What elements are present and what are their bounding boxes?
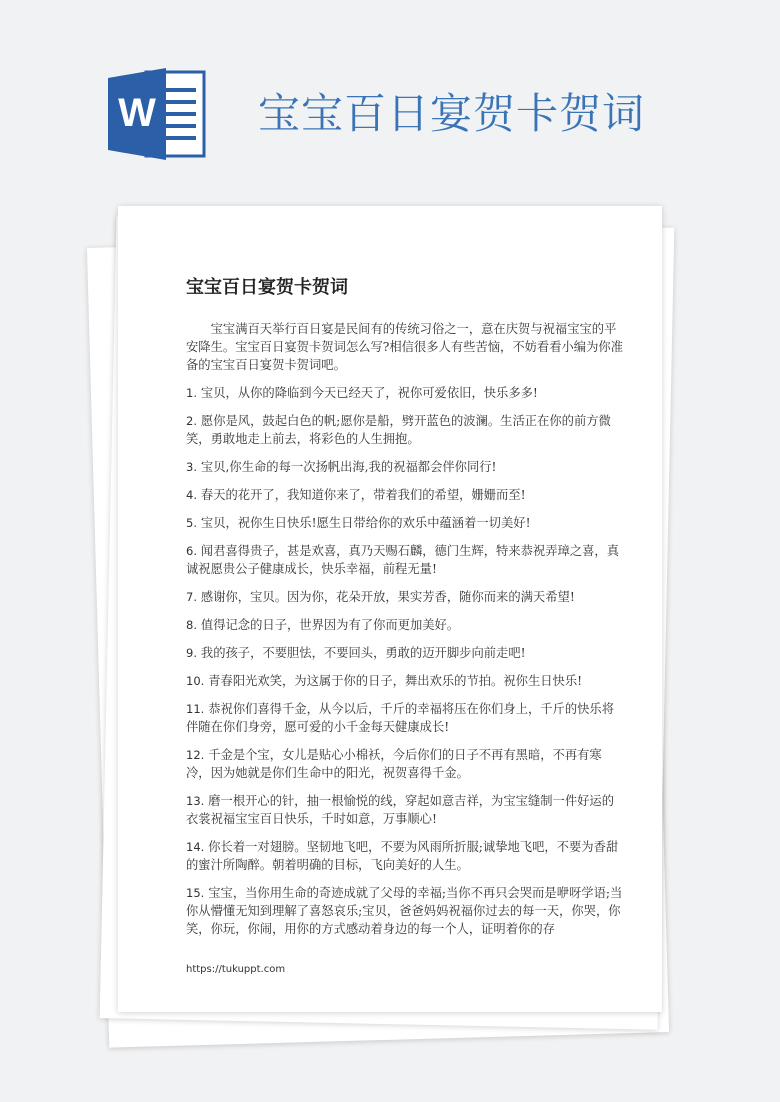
list-item: 14. 你长着一对翅膀。坚韧地飞吧，不要为风雨所折服;诚挚地飞吧，不要为香甜的蜜汁所陶醉。朝着明确的目标，飞向美好的人生。 [186,840,619,872]
document-page [118,206,662,1012]
footer-url: https://tukuppt.com [186,964,286,975]
list-item: 12. 千金是个宝，女儿是贴心小棉袄，今后你们的日子不再有黑暗，不再有寒冷，因为她就是你们生命中的阳光，祝贺喜得千金。 [186,748,602,780]
list-item: 4. 春天的花开了，我知道你来了，带着我们的希望，姗姗而至! [186,488,526,502]
list-item: 7. 感谢你，宝贝。因为你，花朵开放，果实芳香，随你而来的满天希望! [186,590,575,604]
list-item: 13. 磨一根开心的针，抽一根愉悦的线，穿起如意吉祥，为宝宝缝制一件好运的衣裳祝福宝宝百日快乐，千时如意，万事顺心! [186,794,615,826]
intro-paragraph: 宝宝满百天举行百日宴是民间有的传统习俗之一，意在庆贺与祝福宝宝的平安降生。宝宝百日宴贺卡贺词怎么写?相信很多人有些苦恼，不妨看看小编为你准备的宝宝百日宴贺卡贺词吧。 [186,322,623,372]
list-item: 15. 宝宝，当你用生命的奇迹成就了父母的幸福;当你不再只会哭而是咿呀学语;当你从懵懂无知到理解了喜怒哀乐;宝贝，爸爸妈妈祝福你过去的每一天，你哭，你笑，你玩，你闹，用你的方式感动着身边的每一个人，证明着你的存 [186,886,623,936]
list-item: 11. 恭祝你们喜得千金，从今以后，千斤的幸福将压在你们身上，千斤的快乐将伴随在你们身旁，愿可爱的小千金每天健康成长! [186,702,615,734]
list-item: 8. 值得记念的日子，世界因为有了你而更加美好。 [186,618,460,632]
list-item: 2. 愿你是风，鼓起白色的帆;愿你是船，劈开蓝色的波澜。生活正在你的前方微笑，勇敢地走上前去，将彩色的人生拥抱。 [186,414,611,446]
word-logo-letter: W [118,91,156,135]
list-item: 6. 闻君喜得贵子，甚是欢喜，真乃天赐石麟，德门生辉，特来恭祝弄璋之喜，真诚祝愿贵公子健康成长，快乐幸福，前程无量! [186,544,620,576]
document-title: 宝宝百日宴贺卡贺词 [186,277,348,298]
document-body [186,320,626,948]
list-item: 3. 宝贝,你生命的每一次扬帆出海,我的祝福都会伴你同行! [186,460,497,474]
word-document-icon [108,68,208,160]
list-item: 10. 青春阳光欢笑，为这属于你的日子，舞出欢乐的节拍。祝你生日快乐! [186,674,583,688]
list-item: 1. 宝贝，从你的降临到今天已经天了，祝你可爱依旧，快乐多多! [186,386,538,400]
list-item: 9. 我的孩子，不要胆怯，不要回头，勇敢的迈开脚步向前走吧! [186,646,526,660]
list-item: 5. 宝贝，祝你生日快乐!愿生日带给你的欢乐中蕴涵着一切美好! [186,516,531,530]
page-title: 宝宝百日宴贺卡贺词 [258,89,646,138]
